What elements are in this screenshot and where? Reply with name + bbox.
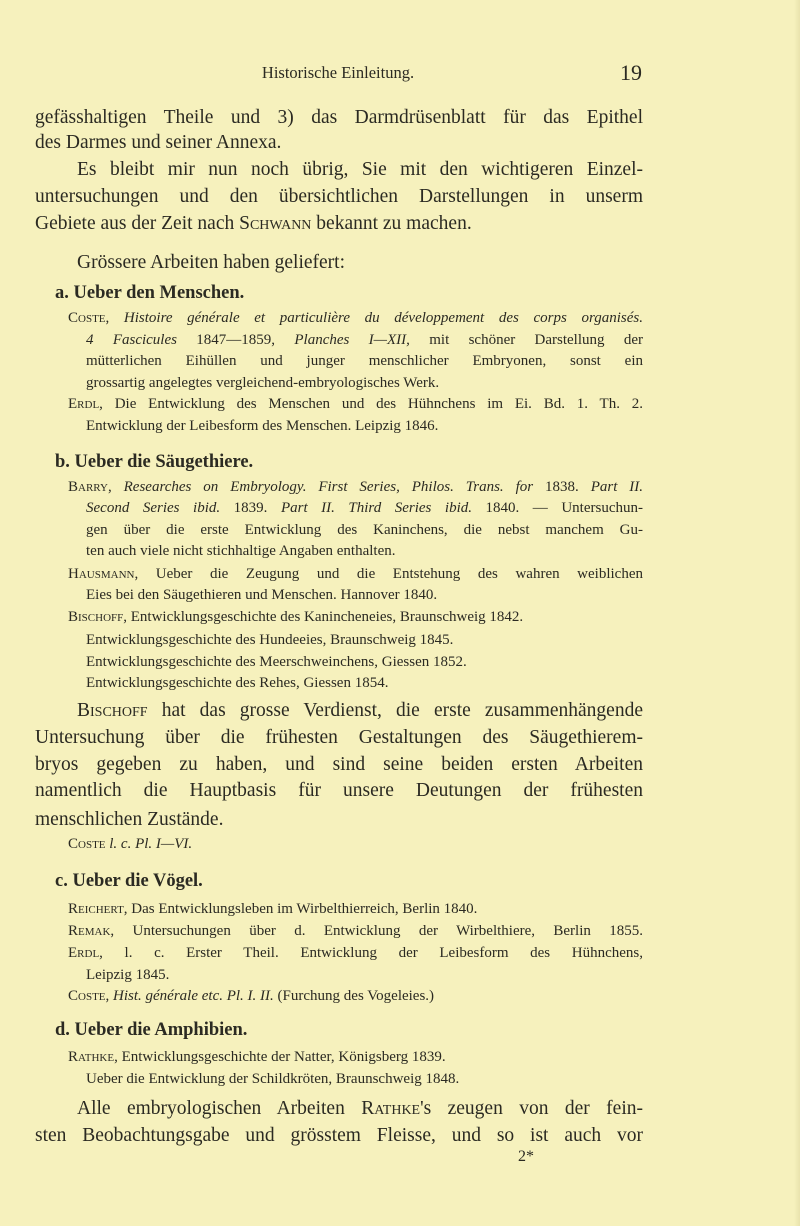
author-name: Erdl	[68, 945, 100, 961]
text-segment: Entwicklungsgeschichte des Rehes, Giessen 1854.	[86, 675, 389, 691]
text-segment: bryos gegeben zu haben, und sind seine beiden ersten Arbeiten	[35, 754, 643, 775]
text-segment: Eies bei den Säugethieren und Menschen. Hannover 1840.	[86, 587, 438, 603]
author-name: Hausmann	[68, 566, 135, 582]
reference-line	[86, 520, 643, 540]
reference-line	[86, 416, 643, 436]
author-name: Rathke	[361, 1098, 421, 1119]
italic-title: 4 Fascicules	[86, 332, 177, 348]
body-text-line	[35, 725, 643, 751]
author-name: Bischoff	[68, 609, 124, 625]
italic-title: Planches I—XII,	[294, 332, 410, 348]
body-text-line	[35, 807, 643, 833]
body-text-line	[35, 1123, 643, 1149]
reference-line	[68, 564, 643, 584]
text-segment: 1838.	[533, 479, 591, 495]
reference-line	[86, 373, 643, 393]
text-segment: ten auch viele nicht stichhaltige Angaben enthalten.	[86, 543, 396, 559]
reference-line	[68, 394, 643, 414]
section-heading	[55, 869, 643, 893]
body-text-line	[35, 778, 643, 804]
text-segment: des Darmes und seiner Annexa.	[35, 132, 282, 153]
text-segment: ,	[107, 479, 124, 495]
text-segment: Entwicklungsgeschichte des Meerschweinchens, Giessen 1852.	[86, 654, 467, 670]
reference-line	[86, 585, 643, 605]
body-text-line	[77, 157, 643, 183]
text-segment: mütterlichen Eihüllen und junger menschlicher Embryonen, sonst ein	[86, 353, 643, 369]
page-number: 19	[620, 60, 642, 85]
italic-title: Part II.	[590, 479, 644, 495]
reference-line	[86, 1069, 643, 1089]
text-segment: , Ueber die Zeugung und die Entstehung des wahren weiblichen	[134, 566, 643, 582]
text-segment: Alle embryologischen Arbeiten	[77, 1098, 362, 1119]
text-segment: mit schöner Darstellung der	[409, 332, 643, 348]
text-segment: Grössere Arbeiten haben geliefert:	[77, 252, 346, 273]
text-segment: , l. c. Erster Theil. Entwicklung der Leibesform des Hühnchens,	[99, 945, 643, 961]
italic-title: Researches on Embryology. First Series, Philos. Trans. for	[123, 479, 534, 495]
text-segment: , Die Entwicklung des Menschen und des Hühnchens im Ei. Bd. 1. Th. 2.	[99, 396, 643, 412]
text-segment: 1847—1859,	[176, 332, 295, 348]
reference-line	[68, 477, 643, 497]
reference-line	[68, 921, 643, 941]
text-segment: d. Ueber die Amphibien.	[55, 1020, 248, 1040]
italic-title: Hist. générale etc. Pl. I. II.	[113, 988, 274, 1004]
author-name: Bischoff	[77, 700, 148, 721]
text-segment: a. Ueber den Menschen.	[55, 283, 245, 303]
reference-line	[86, 351, 643, 371]
text-segment: ,	[105, 310, 124, 326]
body-text-line	[77, 698, 643, 724]
author-name: Rathke	[68, 1049, 115, 1065]
body-text-line	[35, 752, 643, 778]
reference-line	[68, 308, 643, 328]
text-segment: (Furchung des Vogeleies.)	[273, 988, 435, 1004]
reference-line	[68, 943, 643, 963]
reference-line	[86, 541, 643, 561]
text-segment: Entwicklungsgeschichte des Hundeeies, Braunschweig 1845.	[86, 632, 454, 648]
section-heading	[55, 281, 643, 305]
text-segment: Entwicklung der Leibesform des Menschen. Leipzig 1846.	[86, 418, 439, 434]
reference-line	[68, 1047, 643, 1067]
text-segment: ,	[105, 988, 114, 1004]
text-segment: c. Ueber die Vögel.	[55, 871, 203, 891]
text-segment: gefässhaltigen Theile und 3) das Darmdrüsenblatt für das Epithel	[35, 107, 643, 128]
text-segment: untersuchungen und den übersichtlichen Darstellungen in unserm	[35, 186, 643, 207]
text-segment: Leipzig 1845.	[86, 967, 170, 983]
text-segment: bekannt zu machen.	[311, 213, 472, 234]
text-segment: 's zeugen von der fein-	[420, 1098, 643, 1119]
text-segment: , Entwicklungsgeschichte der Natter, Königsberg 1839.	[114, 1049, 446, 1065]
italic-title: Histoire générale et particulière du développement des corps organisés.	[123, 310, 643, 326]
reference-line	[86, 330, 643, 350]
author-name: Coste	[68, 310, 106, 326]
author-name: Erdl	[68, 396, 100, 412]
text-segment: b. Ueber die Säugethiere.	[55, 452, 254, 472]
running-title: Historische Einleitung.	[261, 63, 415, 82]
italic-title: Part II. Third Series ibid.	[280, 500, 472, 516]
body-text-line	[35, 211, 643, 237]
text-segment: 1840. — Untersuchun-	[472, 500, 643, 516]
text-segment: , Untersuchungen über d. Entwicklung der Wirbelthiere, Berlin 1855.	[110, 923, 643, 939]
reference-line	[86, 673, 643, 693]
reference-line	[68, 986, 643, 1006]
text-segment: , Das Entwicklungsleben im Wirbelthierreich, Berlin 1840.	[123, 901, 478, 917]
page-edge	[794, 0, 800, 1226]
text-segment: Ueber die Entwicklung der Schildkröten, Braunschweig 1848.	[86, 1071, 460, 1087]
text-segment: namentlich die Hauptbasis für unsere Deutungen der frühesten	[35, 780, 643, 801]
text-segment: 1839.	[220, 500, 281, 516]
text-segment: grossartig angelegtes vergleichend-embryologisches Werk.	[86, 375, 440, 391]
text-segment: Es bleibt mir nun noch übrig, Sie mit den wichtigeren Einzel-	[77, 159, 643, 180]
text-segment: hat das grosse Verdienst, die erste zusammenhängende	[147, 700, 643, 721]
reference-line	[68, 607, 643, 627]
signature-mark: 2*	[518, 1148, 534, 1165]
reference-line	[86, 652, 643, 672]
reference-line	[68, 899, 643, 919]
author-name: Barry	[68, 479, 108, 495]
text-segment: gen über die erste Entwicklung des Kaninchens, die nebst manchem Gu-	[86, 522, 643, 538]
body-text-line	[35, 105, 643, 131]
body-text-line	[77, 1096, 643, 1122]
italic-title: l. c. Pl. I—VI.	[109, 836, 193, 852]
italic-title: Second Series ibid.	[86, 500, 221, 516]
body-text-line	[35, 130, 643, 156]
author-name: Remak	[68, 923, 111, 939]
section-heading	[55, 1018, 643, 1042]
author-name: Reichert	[68, 901, 124, 917]
section-heading	[55, 450, 643, 474]
reference-line	[86, 965, 643, 985]
reference-line	[68, 834, 643, 854]
text-segment: , Entwicklungsgeschichte des Kanincheneies, Braunschweig 1842.	[123, 609, 524, 625]
text-segment: Untersuchung über die frühesten Gestaltungen des Säugethierem-	[35, 727, 643, 748]
author-name: Coste	[68, 836, 106, 852]
author-name: Coste	[68, 988, 106, 1004]
text-segment: menschlichen Zustände.	[35, 809, 224, 830]
reference-line	[86, 498, 643, 518]
text-segment: Gebiete aus der Zeit nach	[35, 213, 240, 234]
body-text-line	[77, 250, 643, 276]
text-segment: sten Beobachtungsgabe und grösstem Fleisse, und so ist auch vor	[35, 1125, 643, 1146]
author-name: Schwann	[239, 213, 312, 234]
reference-line	[86, 630, 643, 650]
body-text-line	[35, 184, 643, 210]
